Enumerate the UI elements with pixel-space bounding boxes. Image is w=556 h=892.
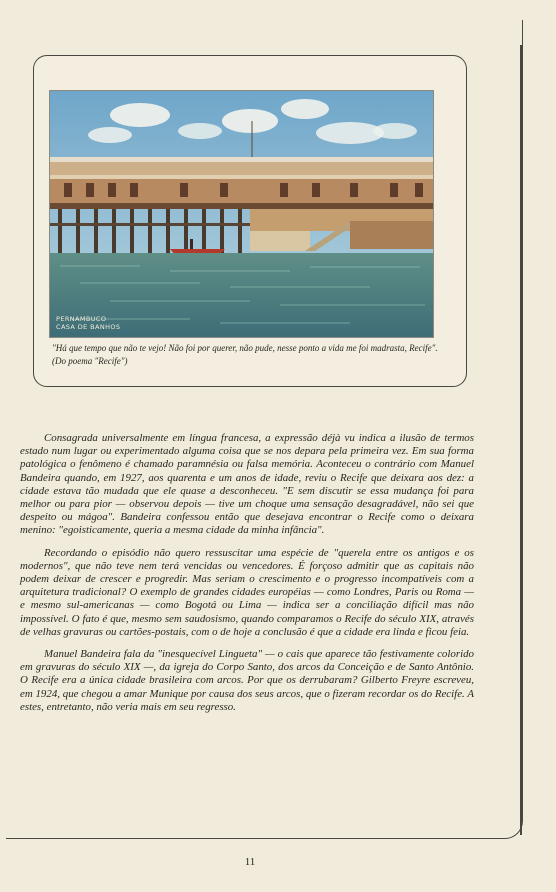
postcard-illustration xyxy=(50,91,433,337)
paragraph: Consagrada universalmente em língua francesa, a expressão déjà vu indica a ilusão de termos estado num lugar ou experimentado alguma coisa que se nos depara pela primeira vez. Em sua forma patológica o fenômeno é chamado paramnésia ou falsa memória. Aconteceu o contrário com Manuel Bandeira quando, em 1927, aos quarenta e um anos de idade, reviu o Recife que deixara aos dez: a cidade estava tão mudada que ele quase a desconheceu. "E sem discutir se essa mudança foi para melhor ou para pior — observou depois — tive um choque uma sensação desagradável, não sei que despeito ou mágoa". Bandeira confessou então que desejava encontrar o Recife como o deixara menino: "egoisticamente, queria a mesma cidade da minha infância". xyxy=(20,432,474,537)
paragraph: Recordando o episódio não quero ressuscitar uma espécie de "querela entre os antigos e os modernos", que não teve nem terá vencidas ou vencedores. É forçoso admitir que as capitais não podem deixar de crescer e progredir. Mas seriam o crescimento e o progresso incompatíveis com a arquitetura tradicional? O exemplo de grandes cidades européias — como Londres, Paris ou Roma — e mesmo sul-americanas — como Bogotá ou Lima — indica ser a conciliação difícil mas não impossível. O fato é que, mesmo sem saudosismo, quando comparamos o Recife do século XIX, através de velhas gravuras ou cartões-postais, com o de hoje a conclusão é que a cidade era linda e ficou feia. xyxy=(20,546,474,638)
figure-frame xyxy=(33,55,467,387)
postcard-stamp-line1: PERNAMBUCO xyxy=(56,315,107,323)
body-text xyxy=(20,432,474,723)
figure-caption xyxy=(52,342,447,367)
paragraph: Manuel Bandeira fala da "inesquecível Lingueta" — o cais que aparece tão festivamente colorido em gravuras do século XIX —, da igreja do Corpo Santo, dos arcos da Conceição e de Santo Antônio. O Recife era a única cidade brasileira com arcos. Por que os derrubaram? Gilberto Freyre escreveu, em 1924, que chegou a amar Munique por causa dos seus arcos, que o fizeram recordar os do Recife. A estes, entretanto, não veria mais em seu regresso. xyxy=(20,648,474,713)
caption-quote: "Há que tempo que não te vejo! Não foi por querer, não pude, nesse ponto a vida me foi madrasta, Recife". xyxy=(52,343,438,353)
postcard-stamp-line2: CASA DE BANHOS xyxy=(56,323,121,331)
caption-source: (Do poema "Recife") xyxy=(52,355,128,366)
postcard-photo xyxy=(49,90,434,338)
postcard-stamp xyxy=(56,315,120,331)
page-right-rule xyxy=(520,45,522,835)
page-number: 11 xyxy=(244,856,256,868)
